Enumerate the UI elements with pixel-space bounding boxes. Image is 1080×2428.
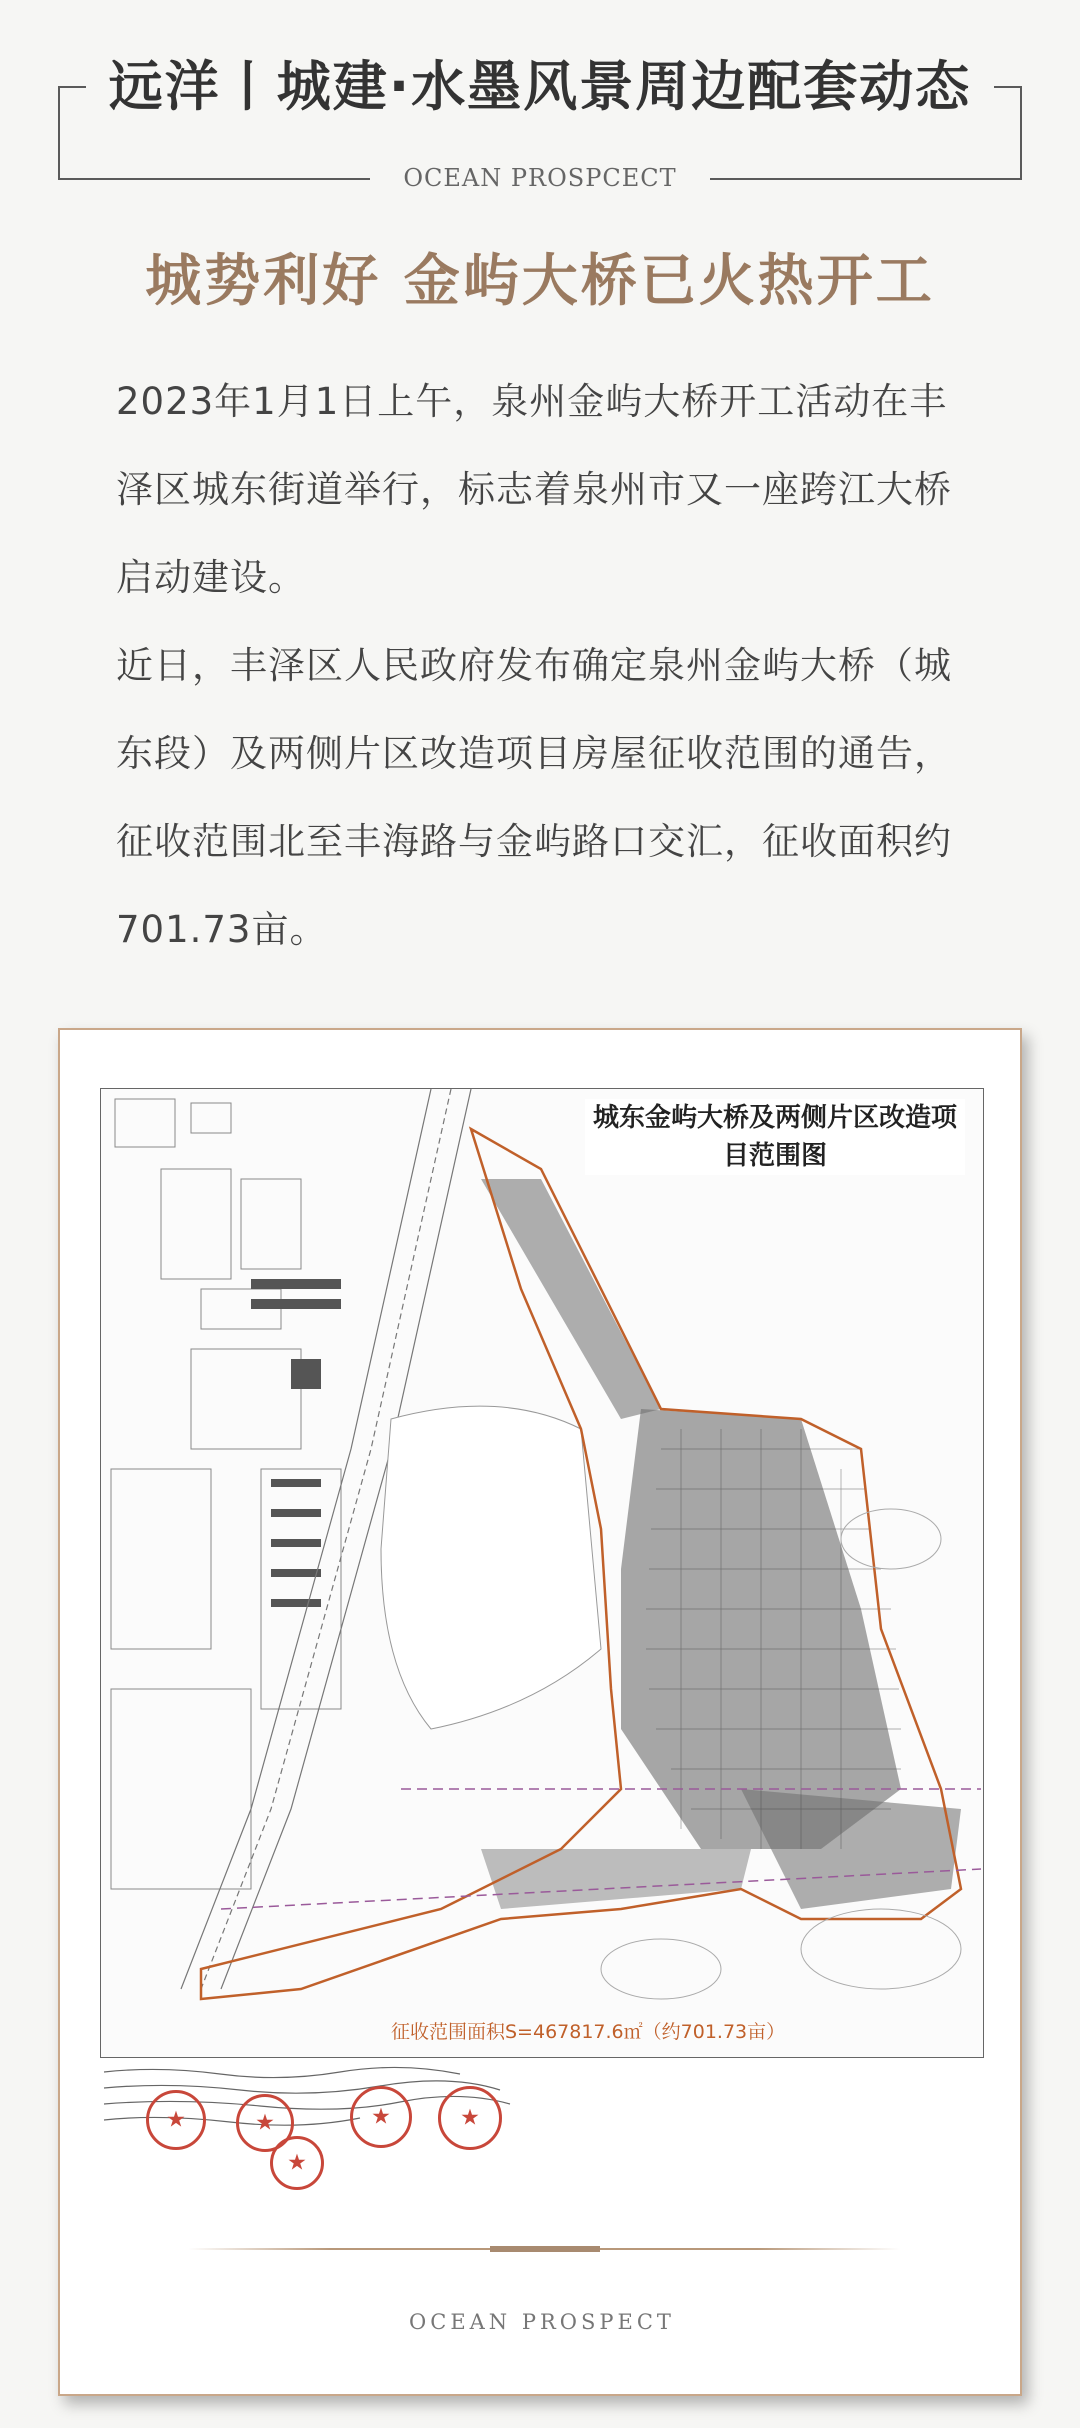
map-card <box>58 1028 1022 2396</box>
paragraph-1: 2023年1月1日上午，泉州金屿大桥开工活动在丰泽区城东街道举行，标志着泉州市又一座跨江大桥启动建设。 <box>116 380 952 599</box>
article-headline: 城势利好 金屿大桥已火热开工 <box>145 249 935 314</box>
acquisition-area-caption: 征收范围面积S=467817.6㎡（约701.73亩） <box>391 2021 786 2043</box>
seal-stamp-1: ★ <box>146 2090 206 2150</box>
seal-stamp-4: ★ <box>438 2086 502 2150</box>
map-title: 城东金屿大桥及两侧片区改造项目范围图 <box>585 1099 965 1175</box>
divider-accent <box>490 2246 600 2252</box>
header-subtitle: OCEAN PROSPCECT <box>403 164 677 192</box>
paragraph-2: 近日，丰泽区人民政府发布确定泉州金屿大桥（城东段）及两侧片区改造项目房屋征收范围的通告，征收范围北至丰海路与金屿路口交汇，征收面积约701.73亩。 <box>116 644 952 951</box>
header-title: 远洋丨城建·水墨风景周边配套动态 <box>108 55 972 118</box>
project-range-map <box>100 1088 984 2058</box>
seal-stamp-2: ★ <box>236 2094 294 2152</box>
seal-stamp-3: ★ <box>350 2086 412 2148</box>
footer-brand: OCEAN PROSPECT <box>409 2310 675 2334</box>
map-drawing <box>101 1089 984 2058</box>
seal-stamp-5: ★ <box>270 2136 324 2190</box>
